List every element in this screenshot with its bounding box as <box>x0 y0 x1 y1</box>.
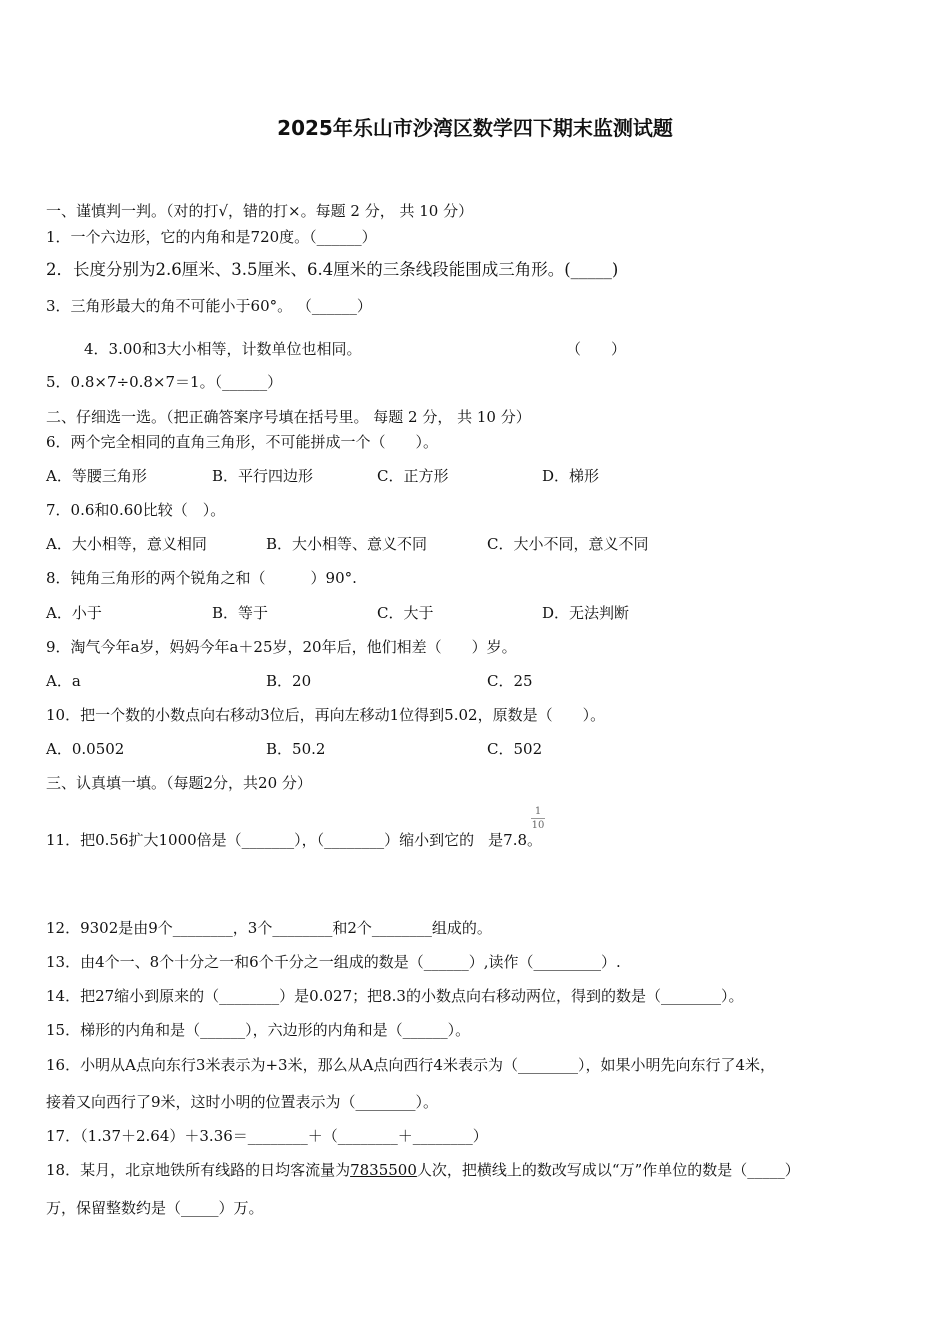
question-15: 15．梯形的内角和是（______），六边形的内角和是（______）。 <box>46 1021 471 1039</box>
option-c: C．25 <box>487 672 533 690</box>
option-d: D．梯形 <box>542 467 600 485</box>
option-a: A．0.0502 <box>46 740 125 758</box>
fraction-numerator: 1 <box>534 806 542 817</box>
question-2: 2．长度分别为2.6厘米、3.5厘米、6.4厘米的三条线段能围成三角形。(_____) <box>46 260 619 279</box>
option-c: C．502 <box>487 740 543 758</box>
question-10: 10．把一个数的小数点向右移动3位后，再向左移动1位得到5.02，原数是（ ）。 <box>46 706 606 724</box>
question-18-continued: 万，保留整数约是（_____）万。 <box>46 1199 264 1217</box>
fraction-one-tenth <box>531 806 545 831</box>
question-16-continued: 接着又向西行了9米，这时小明的位置表示为（________）。 <box>46 1093 439 1111</box>
option-c: C．大小不同，意义不同 <box>487 535 649 553</box>
question-8: 8．钝角三角形的两个锐角之和（ ）90°. <box>46 569 357 587</box>
option-d: D．无法判断 <box>542 604 630 622</box>
option-a: A．小于 <box>46 604 102 622</box>
option-a: A．等腰三角形 <box>46 467 147 485</box>
section-2-heading: 二、仔细选一选。（把正确答案序号填在括号里。 每题 2 分， 共 10 分） <box>46 408 531 426</box>
question-4: 4．3.00和3大小相等，计数单位也相同。 <box>84 340 362 358</box>
section-3-heading: 三、认真填一填。（每题2分，共20 分） <box>46 774 312 792</box>
fraction-denominator: 10 <box>531 820 545 831</box>
page-title: 2025年乐山市沙湾区数学四下期末监测试题 <box>277 116 673 140</box>
question-6: 6．两个完全相同的直角三角形，不可能拼成一个（ ）。 <box>46 433 439 451</box>
question-18-text-end: 人次，把横线上的数改写成以“万”作单位的数是（_____） <box>416 1161 800 1179</box>
section-1-heading: 一、谨慎判一判。（对的打√，错的打×。每题 2 分， 共 10 分） <box>46 202 474 220</box>
question-4-paren: （ ） <box>566 340 627 358</box>
question-5: 5．0.8×7÷0.8×7＝1。（______） <box>46 373 283 391</box>
fraction-bar <box>531 818 545 819</box>
question-17: 17．（1.37＋2.64）＋3.36＝________＋（________＋________） <box>46 1127 488 1145</box>
question-13: 13．由4个一、8个十分之一和6个千分之一组成的数是（______）,读作（_________）. <box>46 953 621 971</box>
option-c: C．正方形 <box>377 467 449 485</box>
option-a: A．大小相等，意义相同 <box>46 535 207 553</box>
question-11 <box>46 830 542 850</box>
option-c: C．大于 <box>377 604 434 622</box>
question-16: 16．小明从A点向东行3米表示为+3米，那么从A点向西行4米表示为（________），如果小明先向东行了4米， <box>46 1056 775 1074</box>
question-3: 3．三角形最大的角不可能小于60°。 （______） <box>46 297 372 315</box>
option-b: B．等于 <box>212 604 269 622</box>
question-7: 7．0.6和0.60比较（ ）。 <box>46 501 226 519</box>
option-b: B．20 <box>266 672 312 690</box>
option-b: B．平行四边形 <box>212 467 314 485</box>
option-b: B．50.2 <box>266 740 326 758</box>
question-9: 9．淘气今年a岁，妈妈今年a＋25岁，20年后，他们相差（ ）岁。 <box>46 638 517 656</box>
question-14: 14．把27缩小到原来的（________）是0.027；把8.3的小数点向右移动两位，得到的数是（________）。 <box>46 987 744 1005</box>
option-b: B．大小相等、意义不同 <box>266 535 428 553</box>
underlined-number: 7835500 <box>350 1161 417 1179</box>
question-18 <box>46 1160 800 1180</box>
option-a: A．a <box>46 672 81 690</box>
question-12: 12．9302是由9个________，3个________和2个________组成的。 <box>46 919 492 937</box>
question-1: 1．一个六边形，它的内角和是720度。（______） <box>46 228 377 246</box>
question-11-text: 11．把0.56扩大1000倍是（_______），（________）缩小到它的 <box>46 831 475 849</box>
question-18-text: 18．某月，北京地铁所有线路的日均客流量为 <box>46 1161 351 1179</box>
question-11-text-end: 是7.8。 <box>488 831 543 849</box>
